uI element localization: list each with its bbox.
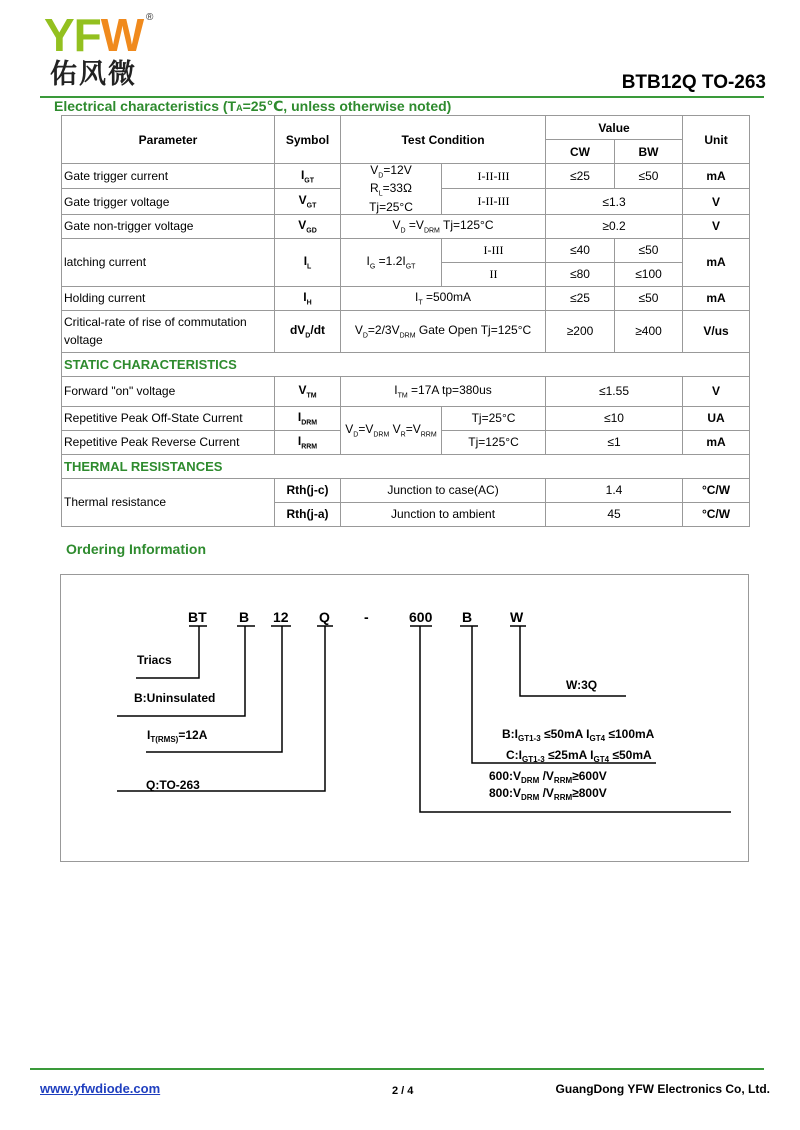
value-cell: ≤1 [546,430,683,454]
symbol-sub: GT [304,177,315,185]
ordering-diagram [61,575,748,861]
unit-cell: mA [683,238,750,286]
param-cell: Gate trigger current [62,164,275,189]
bw-value: ≤50 [615,238,683,262]
symbol-cell: $I_{RRM}$ [275,430,341,454]
param-cell: Holding current [62,286,275,310]
condition-cell: $I_{TM} =17A$ tp=380us [341,376,546,406]
condition-cell: $V_D=2/3V_{DRM}$ Gate Open Tj=125°C [341,310,546,352]
heading-subscript: A [236,103,243,113]
value-cell: 45 [546,502,683,526]
param-cell: Critical-rate of rise of commutation voltage [62,310,275,352]
logo-latin-w: W [100,9,144,61]
header-bw: BW [615,140,683,164]
condition-cell: Junction to case(AC) [341,478,546,502]
label-uninsulated: B:Uninsulated [134,691,216,705]
table-row [62,478,750,502]
symbol-cell: $I_{DRM}$ [275,406,341,430]
condition-cell: $V_D=V_{DRM}$ $V_R=V_{RRM}$ [341,406,442,454]
header-symbol: Symbol [275,116,341,164]
cw-value: ≤80 [546,262,615,286]
label-q-package: Q:TO-263 [146,778,200,792]
unit-cell: mA [683,286,750,310]
unit-cell: V/us [683,310,750,352]
unit-cell: °C/W [683,502,750,526]
temperature-cell: Tj=125°C [442,430,546,454]
company-name: GuangDong YFW Electronics Co, Ltd. [555,1082,770,1096]
bw-value: ≤50 [615,164,683,189]
param-cell: Repetitive Peak Reverse Current [62,430,275,454]
registered-mark: ® [146,12,154,23]
symbol-cell: Rth(j-c) [275,478,341,502]
value-cell: ≤10 [546,406,683,430]
param-cell: Repetitive Peak Off-State Current [62,406,275,430]
value-cell: ≤1.3 [546,189,683,214]
page-number: 2 / 4 [392,1085,414,1097]
code-b2: B [462,609,473,625]
company-logo [44,9,144,61]
table-row [62,376,750,406]
unit-cell: UA [683,406,750,430]
unit-cell: °C/W [683,478,750,502]
unit-cell: V [683,189,750,214]
code-bt: BT [188,609,207,625]
symbol-cell: Rth(j-a) [275,502,341,526]
code-600: 600 [409,609,433,625]
table-row [62,238,750,262]
heading-part: =25℃, unless otherwise noted) [242,98,452,114]
unit-cell: mA [683,164,750,189]
symbol-cell: $V_{GT}$ [275,189,341,214]
value-cell: ≥0.2 [546,214,683,238]
param-cell: Thermal resistance [62,478,275,526]
gate-test-condition [341,164,442,215]
symbol-cell: $V_{TM}$ [275,376,341,406]
cw-value: ≥200 [546,310,615,352]
heading-part: Electrical characteristics (T [54,98,237,114]
condition-cell: Junction to ambient [341,502,546,526]
bw-value: ≤100 [615,262,683,286]
cw-value: ≤40 [546,238,615,262]
unit-cell: V [683,376,750,406]
logo-latin-yf: YF [44,9,101,61]
param-cell: Forward "on" voltage [62,376,275,406]
code-12: 12 [273,609,289,625]
condition-cell: $V_D =V_{DRM}$ Tj=125°C [341,214,546,238]
cond-line: $V_D=12V$ [370,163,412,180]
cond-line: $R_L=33\Omega$ [370,181,412,198]
table-row [62,352,750,376]
param-cell: Gate non-trigger voltage [62,214,275,238]
quadrant-cell: II [442,262,546,286]
static-characteristics-title: STATIC CHARACTERISTICS [62,352,750,376]
symbol-cell: $dV_D/dt$ [275,310,341,352]
label-600v: $600:V_{DRM}$ $/V_{RRM}\ge 600V$ [489,769,607,785]
header-value: Value [546,116,683,140]
electrical-characteristics-table [61,115,750,527]
bw-value: ≥400 [615,310,683,352]
code-w: W [510,609,524,625]
table-row [62,310,750,352]
unit-cell: V [683,214,750,238]
label-it-rms: $I_{T(RMS)}=12A$ [147,728,208,744]
footer-divider [30,1068,764,1070]
value-cell: 1.4 [546,478,683,502]
symbol-cell [275,164,341,189]
bw-value: ≤50 [615,286,683,310]
value-cell: ≤1.55 [546,376,683,406]
code-b: B [239,609,250,625]
quadrant-cell: I-II-III [442,164,546,189]
header-test-condition: Test Condition [341,116,546,164]
symbol-cell: $V_{GD}$ [275,214,341,238]
symbol-main: I [300,168,305,182]
code-q: Q [319,609,330,625]
symbol-cell: $I_H$ [275,286,341,310]
cw-value: ≤25 [546,286,615,310]
param-cell: latching current [62,238,275,286]
document-title: BTB12Q TO-263 [621,72,766,93]
table-row [62,286,750,310]
quadrant-cell: I-III [442,238,546,262]
table-row [62,164,750,189]
website-link[interactable]: www.yfwdiode.com [40,1081,161,1096]
condition-cell: $I_G =1.2I_{GT}$ [341,238,442,286]
electrical-characteristics-heading [54,98,451,115]
temperature-cell: Tj=25°C [442,406,546,430]
table-row [62,406,750,430]
header-unit: Unit [683,116,750,164]
param-cell: Gate trigger voltage [62,189,275,214]
table-row [62,214,750,238]
label-c-option: $C:I_{GT1-3} \le 25mA$ $I_{GT4} \le 50mA$ [506,748,652,764]
quadrant-cell: I-II-III [442,189,546,214]
ordering-diagram-box [60,574,749,862]
table-row [62,454,750,478]
condition-cell: $I_T =500mA$ [341,286,546,310]
code-dash: - [364,609,369,625]
label-b-option: $B:I_{GT1-3} \le 50mA$ $I_{GT4} \le 100mA$ [502,727,655,743]
logo-chinese-name: 佑风微 [50,59,137,90]
header-parameter: Parameter [62,116,275,164]
cw-value: ≤25 [546,164,615,189]
symbol-cell: $I_L$ [275,238,341,286]
unit-cell: mA [683,430,750,454]
label-w3q: W:3Q [566,678,598,692]
label-triacs: Triacs [137,653,172,667]
header-cw: CW [546,140,615,164]
thermal-resistances-title: THERMAL RESISTANCES [62,454,750,478]
label-800v: $800:V_{DRM}$ $/V_{RRM}\ge 800V$ [489,786,607,802]
cond-line: Tj=25°C [369,199,413,214]
ordering-information-heading: Ordering Information [66,541,206,557]
connector-lines [117,626,731,812]
